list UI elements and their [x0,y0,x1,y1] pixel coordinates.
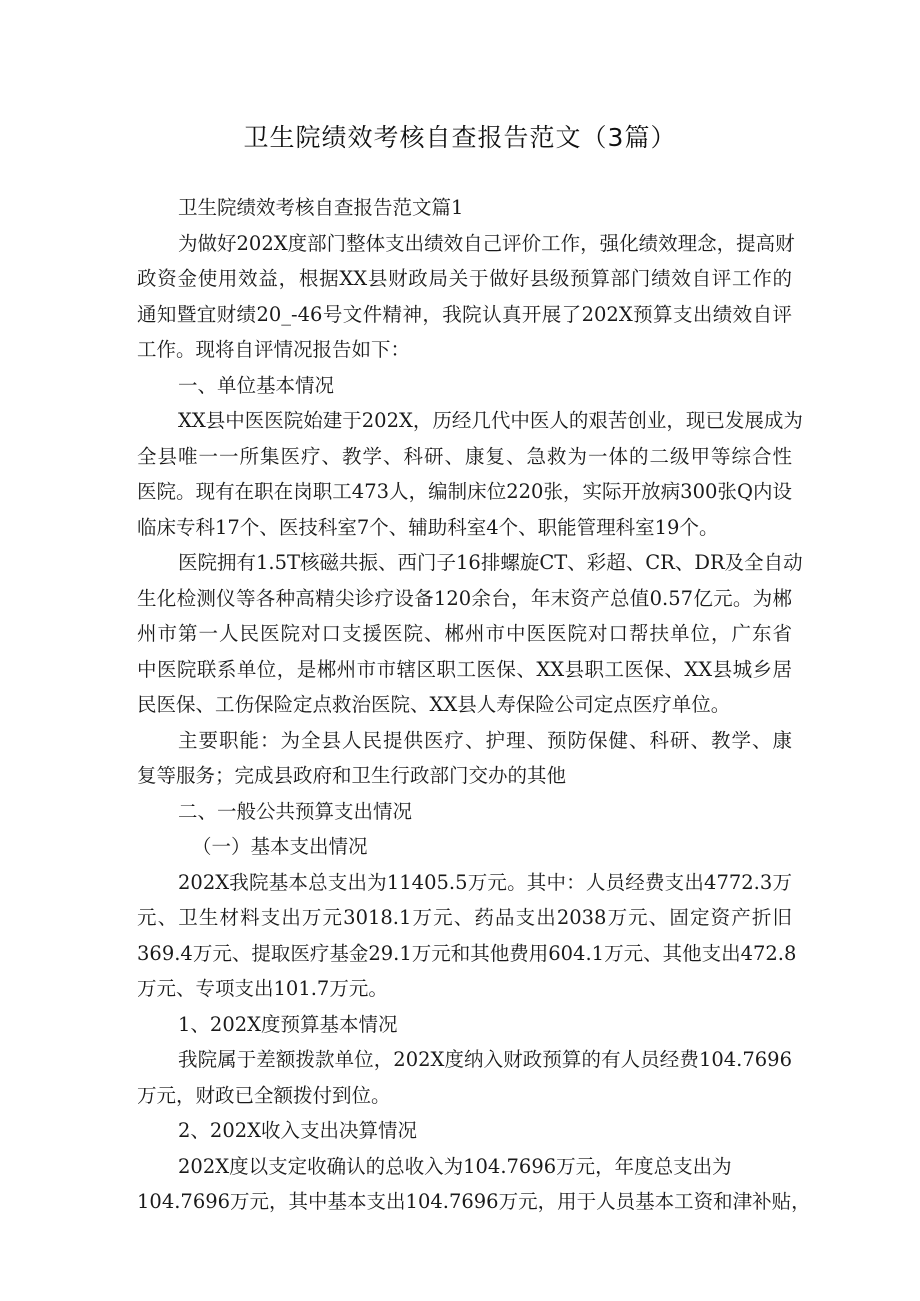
paragraph-line: 生化检测仪等各种高精尖诊疗设备120余台，年末资产总值0.57亿元。为郴 [137,586,792,610]
paragraph-line: 通知暨宜财绩20_-46号文件精神，我院认真开展了202X预算支出绩效自评 [137,302,792,326]
paragraph-line: 复等服务；完成县政府和卫生行政部门交办的其他 [137,764,567,787]
paragraph-line: 工作。现将自评情况报告如下： [137,338,411,361]
paragraph-line: 临床专科17个、医技科室7个、辅助科室4个、职能管理科室19个。 [137,515,719,539]
paragraph-line: 全县唯一一所集医疗、教学、科研、康复、急救为一体的二级甲等综合性 [137,444,792,468]
section-heading: 卫生院绩效考核自查报告范文篇1 [178,196,464,219]
paragraph-line: 万元，财政已全额拨付到位。 [137,1083,391,1107]
paragraph-line: 政资金使用效益，根据XX县财政局关于做好县级预算部门绩效自评工作的 [137,267,792,290]
paragraph-line: 万元、专项支出101.7万元。 [137,977,388,1000]
paragraph-line: 369.4万元、提取医疗基金29.1万元和其他费用604.1万元、其他支出472.8 [137,941,797,965]
paragraph-line: 民医保、工伤保险定点救治医院、XX县人寿保险公司定点医疗单位。 [137,693,731,716]
paragraph-line: 州市第一人民医院对口支援医院、郴州市中医医院对口帮扶单位，广东省 [137,622,792,645]
paragraph-line: 元、卫生材料支出万元3018.1万元、药品支出2038万元、固定资产折旧 [137,906,792,929]
paragraph-line: 医院。现有在职在岗职工473人，编制床位220张，实际开放病300张Q内设 [137,480,792,503]
paragraph-line: 主要职能：为全县人民提供医疗、护理、预防保健、科研、教学、康 [178,728,792,752]
paragraph-line: 我院属于差额拨款单位，202X度纳入财政预算的有人员经费104.7696 [178,1048,792,1071]
document-body [137,190,811,1220]
paragraph-line: XX县中医医院始建于202X，历经几代中医人的艰苦创业，现已发展成为 [178,409,803,432]
paragraph-line: 202X度以支定收确认的总收入为104.7696万元，年度总支出为 [178,1154,732,1178]
section-heading: 一、单位基本情况 [178,373,335,397]
paragraph-line: 中医院联系单位，是郴州市市辖区职工医保、XX县职工医保、XX县城乡居 [137,657,792,681]
paragraph-line: 104.7696万元，其中基本支出104.7696万元，用于人员基本工资和津补贴， [137,1190,811,1213]
subsection-heading: （一）基本支出情况 [192,835,368,858]
paragraph-line: 为做好202X度部门整体支出绩效自己评价工作，强化绩效理念，提高财 [178,231,795,255]
subsection-heading: 2、202X收入支出决算情况 [178,1119,418,1142]
subsection-heading: 1、202X度预算基本情况 [178,1012,398,1036]
section-heading: 二、一般公共预算支出情况 [178,799,413,823]
paragraph-line: 202X我院基本总支出为11405.5万元。其中：人员经费支出4772.3万 [178,870,792,894]
document-title: 卫生院绩效考核自查报告范文（3篇） [243,123,677,152]
paragraph-line: 医院拥有1.5T核磁共振、西门子16排螺旋CT、彩超、CR、DR及全自动 [178,551,803,574]
